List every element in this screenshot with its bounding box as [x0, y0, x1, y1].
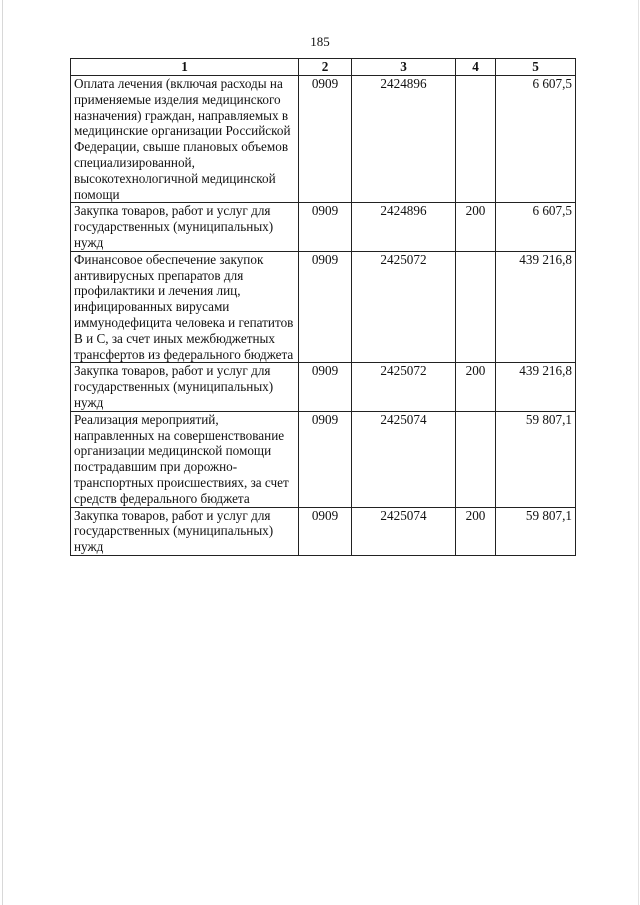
header-row [71, 59, 576, 76]
header-col-3: 3 [352, 59, 456, 76]
row-amount: 6 607,5 [496, 203, 576, 251]
row-name: Финансовое обеспечение закупок антивирусных препаратов для профилактики и лечения лиц, инфицированных вирусами иммунодефицита человека и гепатитов В и С, за счет иных межбюджетных трансфертов из федерального бюджета [71, 251, 299, 363]
table-row [71, 411, 576, 507]
row-amount: 439 216,8 [496, 363, 576, 411]
row-section: 0909 [299, 251, 352, 363]
budget-table [70, 58, 576, 556]
row-section: 0909 [299, 411, 352, 507]
header-col-2: 2 [299, 59, 352, 76]
header-col-4: 4 [456, 59, 496, 76]
row-amount: 59 807,1 [496, 411, 576, 507]
row-type: 200 [456, 507, 496, 555]
header-col-1: 1 [71, 59, 299, 76]
row-type: 200 [456, 363, 496, 411]
table-row [71, 203, 576, 251]
row-amount: 439 216,8 [496, 251, 576, 363]
row-name: Закупка товаров, работ и услуг для государственных (муниципальных) нужд [71, 363, 299, 411]
row-name: Закупка товаров, работ и услуг для государственных (муниципальных) нужд [71, 507, 299, 555]
row-type [456, 251, 496, 363]
row-target: 2424896 [352, 203, 456, 251]
table-row [71, 251, 576, 363]
table-row [71, 76, 576, 203]
row-section: 0909 [299, 203, 352, 251]
page-edge-right [638, 0, 639, 905]
row-section: 0909 [299, 76, 352, 203]
row-name: Реализация мероприятий, направленных на совершенствование организации медицинской помощи пострадавшим при дорожно-транспортных происшествиях, за счет средств федерального бюджета [71, 411, 299, 507]
page-number: 185 [310, 34, 330, 49]
row-amount: 59 807,1 [496, 507, 576, 555]
header-col-5: 5 [496, 59, 576, 76]
row-section: 0909 [299, 363, 352, 411]
row-target: 2425074 [352, 507, 456, 555]
row-target: 2425072 [352, 363, 456, 411]
row-name: Закупка товаров, работ и услуг для государственных (муниципальных) нужд [71, 203, 299, 251]
page-edge-left [2, 0, 3, 905]
row-type [456, 411, 496, 507]
row-section: 0909 [299, 507, 352, 555]
table-row [71, 363, 576, 411]
table-row [71, 507, 576, 555]
row-amount: 6 607,5 [496, 76, 576, 203]
row-target: 2425074 [352, 411, 456, 507]
row-type: 200 [456, 203, 496, 251]
row-type [456, 76, 496, 203]
row-name: Оплата лечения (включая расходы на применяемые изделия медицинского назначения) граждан, направляемых в медицинские организации Российской Федерации, свыше плановых объемов специализированной, высокотехнологичной медицинской помощи [71, 76, 299, 203]
row-target: 2424896 [352, 76, 456, 203]
row-target: 2425072 [352, 251, 456, 363]
